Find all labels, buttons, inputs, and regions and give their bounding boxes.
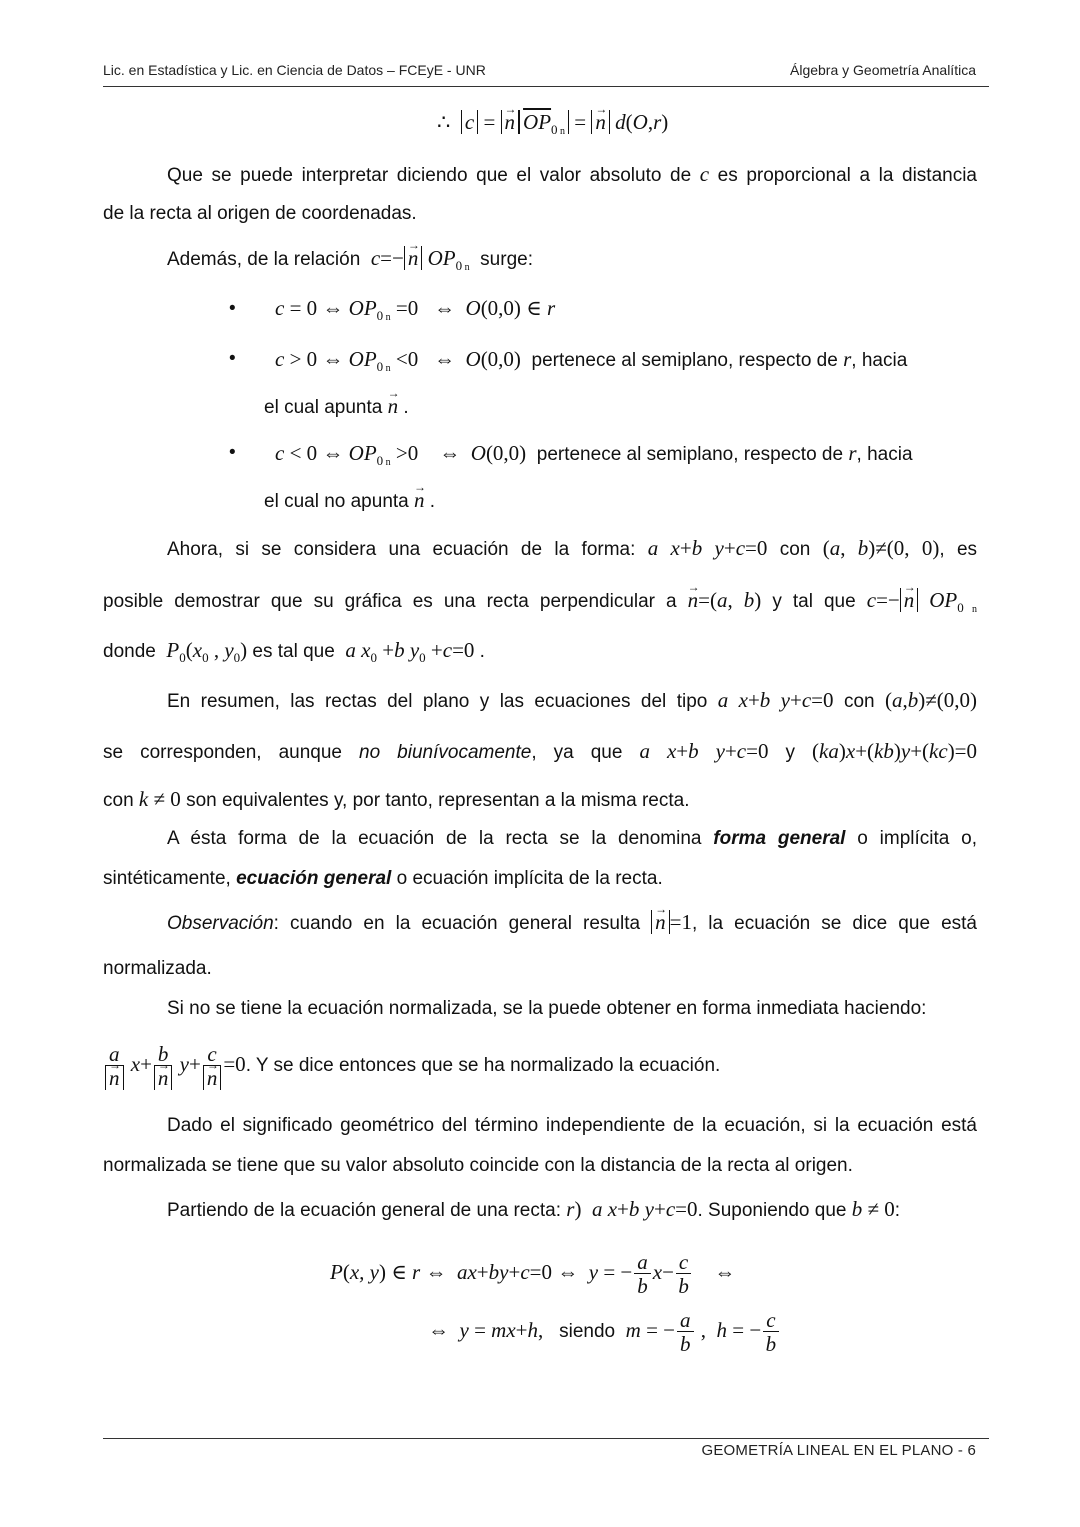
equation-explicit-2: ⇔ y = mx+h, siendo m = − $\frac{a}{b}$ , h = − $\frac{c}{b}$ bbox=[428, 1304, 781, 1358]
paragraph-summary-3: con k ≠ 0 son equivalentes y, por tanto, representan a la misma recta. bbox=[103, 787, 690, 811]
paragraph-summary-1: En resumen, las rectas del plano y las ecuaciones del tipo a x+b y+c=0 con (a,b)≠(0,0) bbox=[167, 688, 978, 712]
bullet-1-marker: • bbox=[229, 298, 236, 319]
header-subject: Álgebra y Geometría Analítica bbox=[790, 62, 976, 78]
bullet-1-equation: c = 0 ⇔ $OP_0$ $_n$ =0 ⇔ O(0,0) ∈ r bbox=[275, 296, 556, 323]
paragraph-normalize-1: Si no se tiene la ecuación normalizada, se la puede obtener en forma inmediata haciendo: bbox=[167, 998, 927, 1019]
equation-explicit-1: P(x, y) ∈ r ⇔ ax+by+c=0 ⇔ y = − $\frac{a}{b}$ x− $\frac{c}{b}$ ⇔ bbox=[330, 1249, 736, 1298]
paragraph-meaning-2: normalizada se tiene que su valor absoluto coincide con la distancia de la recta al origen. bbox=[103, 1155, 853, 1176]
header-course: Lic. en Estadística y Lic. en Ciencia de Datos – FCEyE - UNR bbox=[103, 62, 486, 78]
bullet-3-line-1: c < 0 ⇔ $OP_0$ $_n$ >0 ⇔ O(0,0) pertenece al semiplano, respecto de r, hacia bbox=[275, 441, 913, 468]
paragraph-starting: Partiendo de la ecuación general de una recta: r) a x+b y+c=0. Suponiendo que b ≠ 0: bbox=[167, 1197, 901, 1221]
paragraph-general-3: donde $P_0(x_0$ , $y_0$) es tal que a $x_0 +b$ $y_0 +c=0$ . bbox=[103, 638, 485, 665]
paragraph-general-1: Ahora, si se considera una ecuación de la forma: a x+b y+c=0 con (a, b)≠(0, 0), es bbox=[167, 536, 978, 560]
bullet-3-line-2: el cual no apunta → n . bbox=[264, 488, 435, 514]
paragraph-definition-1: A ésta forma de la ecuación de la recta se la denomina forma general o implícita o, bbox=[167, 828, 977, 849]
paragraph-summary-2: se corresponden, aunque no biunívocamente, ya que a x+b y+c=0 y (ka)x+(kb)y+(kc)=0 bbox=[103, 739, 978, 763]
footer-rule bbox=[103, 1438, 989, 1439]
paragraph-general-2: posible demostrar que su gráfica es una recta perpendicular a → n=(a, b) y tal que c=− → n $OP_0$ $_n$ bbox=[103, 588, 977, 622]
paragraph-interpretation-1: Que se puede interpretar diciendo que el valor absoluto de c es proporcional a la distancia bbox=[167, 162, 977, 186]
bullet-2-marker: • bbox=[229, 348, 236, 369]
bullet-2-line-1: c > 0 ⇔ $OP_0$ $_n$ <0 ⇔ O(0,0) pertenece al semiplano, respecto de r, hacia bbox=[275, 347, 908, 374]
paragraph-interpretation-2: de la recta al origen de coordenadas. bbox=[103, 203, 417, 224]
bullet-2-line-2: el cual apunta → n . bbox=[264, 394, 409, 420]
paragraph-observation-1: Observación: cuando en la ecuación general resulta → n =1, la ecuación se dice que está bbox=[167, 910, 977, 936]
paragraph-observation-2: normalizada. bbox=[103, 958, 212, 979]
paragraph-definition-2: sintéticamente, ecuación general o ecuación implícita de la recta. bbox=[103, 868, 663, 889]
paragraph-relation: Además, de la relación c=− → n $OP_0$ $_n$ surge: bbox=[167, 246, 977, 280]
footer-page-label: GEOMETRÍA LINEAL EN EL PLANO - 6 bbox=[701, 1442, 976, 1459]
paragraph-meaning-1: Dado el significado geométrico del término independiente de la ecuación, si la ecuación está bbox=[167, 1115, 977, 1136]
header-rule bbox=[103, 86, 989, 87]
equation-abs-c: ∴ c = → n $\overline{OP}_0$ $_n$ = → n d(O,r) bbox=[437, 110, 668, 144]
paragraph-normalize-2: a → n x+ b → n y+ c → n =0. Y se dice entonces que se ha normalizado la ecuación. bbox=[103, 1036, 977, 1094]
bullet-3-marker: • bbox=[229, 442, 236, 463]
